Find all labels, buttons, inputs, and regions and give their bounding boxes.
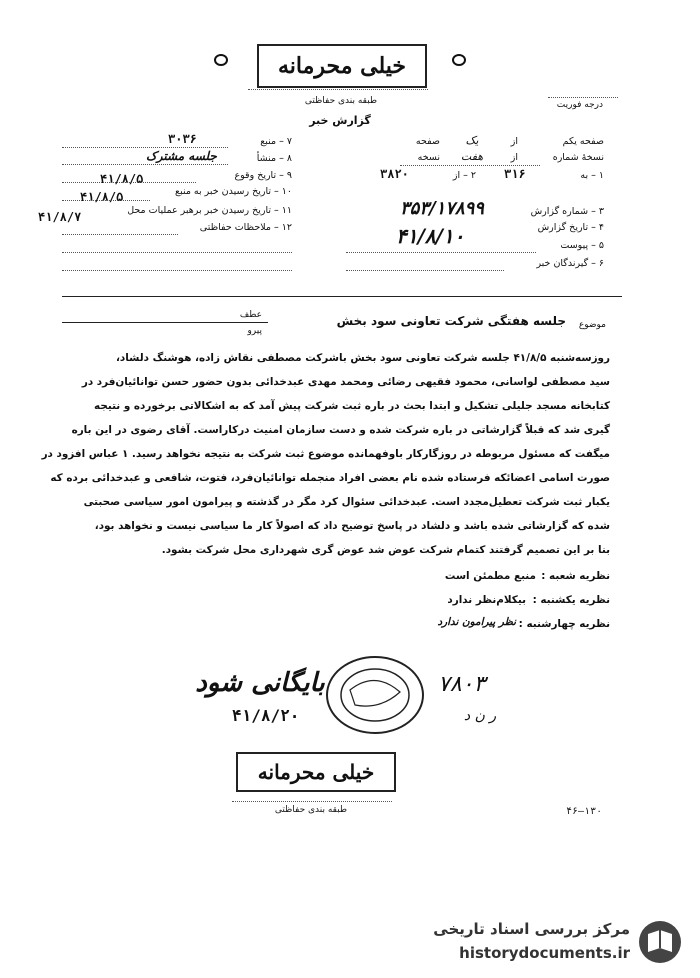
page-end-label: صفحه: [415, 136, 440, 147]
attachment-label: ۵ – پیوست: [560, 240, 604, 251]
note-branch-label: نظریه شعبه :: [541, 570, 610, 582]
field-line: [62, 233, 178, 235]
field-origin-value: جلسه مشترک: [146, 149, 217, 163]
body-line: میگفت که مسئول مربوطه در روزگارکار باوفهمانده موضوع ثبت شرکت به نتیجه نخواهد رسید. ۱ عباس افزود در: [41, 448, 610, 460]
stamp-dotted-line: [248, 88, 428, 90]
from-value: ۳۸۲۰: [380, 167, 409, 181]
recipients-label: ۶ – گیرندگان خبر: [536, 258, 604, 269]
body-line: صورت اسامی اعضائکه فرستاده شده نام بعضی افراد منجمله توانائیان‌فرد، فتوت، شافعی و عبدخدائی برده که: [50, 472, 610, 484]
archive-initials: ر ن د: [463, 708, 497, 724]
field-line: [62, 181, 196, 183]
page-label: صفحه یکم: [562, 136, 604, 147]
report-date-value: ۴۱/۸/۱۰: [396, 224, 465, 248]
footer-classification-level: طبقه بندی حفاظتی: [274, 805, 348, 815]
report-date-label: ۴ – تاریخ گزارش: [537, 222, 604, 233]
from-label: ۲ – از: [452, 170, 476, 181]
followup-label: پیرو: [247, 326, 262, 336]
classification-level: طبقه بندی حفاظتی: [304, 96, 378, 106]
classification-stamp: خیلی محرمانه: [257, 44, 427, 88]
body-line: یکبار ثبت شرکت تعطیل‌مجدد است. عبدخدائی سئوال کرد مگر در گذشته و پیرامون امور سیاسی صحبتی: [83, 496, 610, 508]
field-line: [346, 251, 536, 253]
watermark-title: مرکز بررسی اسناد تاریخی: [433, 920, 630, 938]
report-number-value: ۳۵۳/۱۷۸۹۹: [400, 198, 484, 219]
body-line: روزسه‌شنبه ۴۱/۸/۵ جلسه شرکت تعاونی سود بخش باشرکت مصطفی نقاش زاده، هوشنگ دلشاد،: [115, 352, 610, 364]
field-source-label: ۷ – منبع: [260, 136, 292, 147]
report-title: گزارش خبر: [309, 114, 371, 127]
copy-end-label: نسخه: [417, 152, 440, 163]
to-value: ۳۱۶: [504, 167, 526, 181]
watermark-logo-icon: [636, 918, 684, 966]
note-branch-text: منبع مطمئن است: [444, 570, 536, 582]
field-line: [62, 269, 292, 271]
body-line: کتابخانه مسجد جلیلی تشکیل و ابتدا بحث در باره ثبت شرکت پیش آمد که به اشکالاتی برخورده و نتیجه: [94, 400, 610, 412]
page-of-label: از: [510, 136, 518, 147]
note-wednesday-label: نظریه چهارشنبه :: [518, 618, 610, 630]
field-event-date-value: ۴۱/۸/۵: [100, 172, 144, 186]
field-line: [346, 269, 504, 271]
body-line: گیری شد که قبلاً گزارشاتی در باره شرکت شده و دست سازمان امنیت درکاراست. آقای رضوی در این باره: [71, 424, 610, 436]
field-origin-label: ۸ – منشأ: [256, 153, 292, 164]
field-line: [62, 251, 292, 253]
footer-stamp-line: [232, 800, 392, 802]
field-received-ops-value: ۴۱/۸/۷: [38, 210, 82, 224]
field-received-ops-label: ۱۱ – تاریخ رسیدن خبر برهبر عملیات محل: [127, 205, 292, 216]
archive-number: ۷۸۰۳: [438, 672, 486, 697]
reference-divider: [62, 322, 268, 323]
field-event-date-label: ۹ – تاریخ وقوع: [234, 170, 292, 181]
field-line: [62, 199, 150, 201]
field-source-value: ۳۰۳۶: [168, 132, 197, 146]
archive-stamp-text: بایگانی شود: [195, 668, 325, 698]
top-right-mark: [452, 54, 466, 66]
urgency-label: درجه فوریت: [556, 100, 603, 110]
archive-date: ۴۱/۸/۲۰: [232, 706, 300, 725]
note-sunday-label: نظریه یکشنبه :: [532, 594, 610, 606]
reference-label: عطف: [239, 310, 262, 320]
body-line: بنا بر این تصمیم گرفتند کتمام شرکت عوض شد عوض گری شهرداری محل شرکت بشود.: [161, 544, 610, 556]
field-received-source-label: ۱۰ – تاریخ رسیدن خبر به منبع: [175, 186, 292, 197]
body-line: سید مصطفی لواسانی، محمود فقیهی رضائی ومحمد مهدی عبدخدائی بدون حضور حسن توانائیان‌فرد در: [81, 376, 610, 388]
subject-label: موضوع: [578, 320, 606, 330]
urgency-line: [548, 96, 618, 98]
section-divider: [62, 296, 622, 297]
form-code: ۴۶–۱۳۰: [566, 806, 603, 817]
note-wednesday-text: نظر پیرامون ندارد: [437, 616, 516, 628]
note-sunday-text: بیکلام‌نظر ندارد: [447, 594, 526, 606]
copy-label: نسخهٔ شماره: [552, 152, 604, 163]
to-label: ۱ – به: [580, 170, 604, 181]
field-line: [62, 146, 228, 148]
page-of-value: یک: [465, 134, 479, 147]
subject-text: جلسه هفتگی شرکت تعاونی سود بخش: [336, 314, 566, 328]
field-security-notes-label: ۱۲ – ملاحظات حفاظتی: [199, 222, 292, 233]
footer-classification-stamp: خیلی محرمانه: [236, 752, 396, 792]
field-line: [62, 163, 228, 165]
body-line: شده که گزارشاتی شده باشد و دلشاد در پاسخ توضیح داد که اصولاً کار ما سیاسی نیست و نخواهد بود،: [94, 520, 610, 532]
top-left-mark: [214, 54, 228, 66]
field-line: [400, 164, 540, 166]
report-number-label: ۳ – شماره گزارش: [530, 206, 604, 217]
copy-of-value: هفت: [460, 150, 484, 163]
watermark-url: historydocuments.ir: [459, 944, 630, 962]
copy-of-label: از: [510, 152, 518, 163]
field-received-source-value: ۴۱/۸/۵: [80, 190, 124, 204]
